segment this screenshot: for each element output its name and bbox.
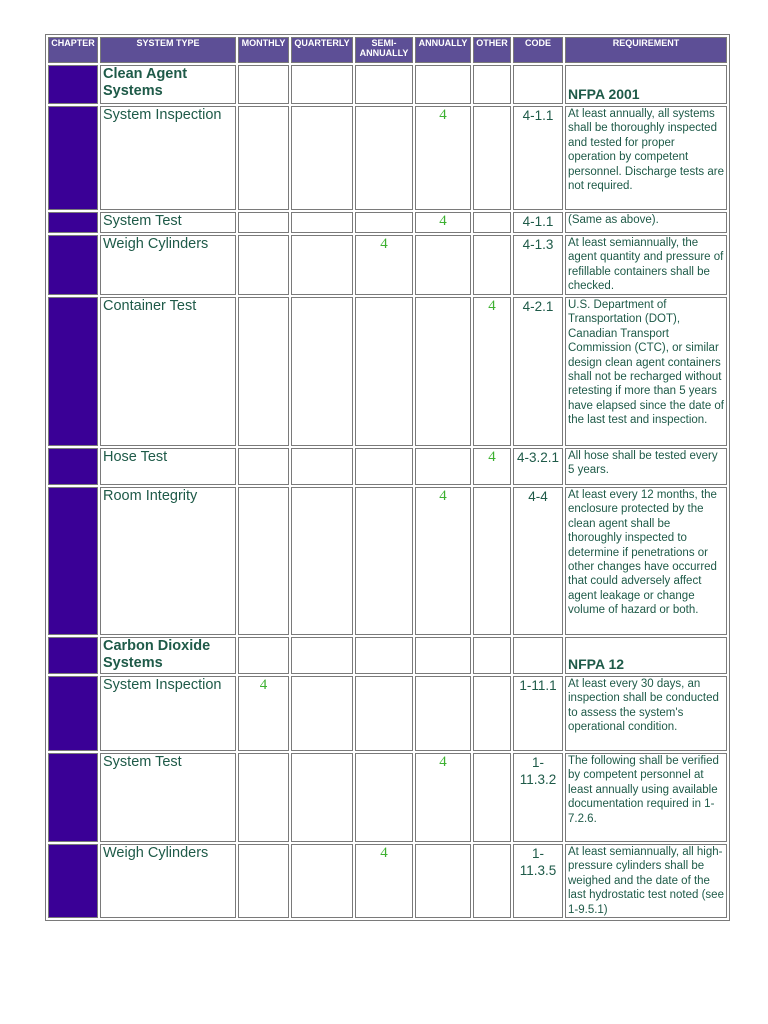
system-type-cell: Hose Test <box>100 448 236 485</box>
frequency-cell-monthly <box>238 297 289 446</box>
requirement-cell: At least semiannually, all high-pressure cylinders shall be weighed and the date of the last hydrostatic test noted (see 1-9.5.1) <box>565 844 727 918</box>
frequency-cell-annually <box>415 844 471 918</box>
frequency-cell-semi-annually <box>355 637 413 674</box>
frequency-cell-other <box>473 106 511 210</box>
frequency-mark-monthly: 4 <box>238 676 289 751</box>
frequency-cell-quarterly <box>291 637 353 674</box>
frequency-cell-monthly <box>238 235 289 295</box>
system-type-cell: System Inspection <box>100 676 236 751</box>
table-row <box>48 106 727 210</box>
requirement-cell: NFPA 2001 <box>565 65 727 104</box>
maintenance-schedule-table <box>45 34 730 921</box>
header-chapter: CHAPTER <box>48 37 98 63</box>
frequency-cell-other <box>473 487 511 635</box>
frequency-cell-quarterly <box>291 212 353 233</box>
chapter-cell <box>48 212 98 233</box>
table-row <box>48 487 727 635</box>
chapter-cell <box>48 844 98 918</box>
frequency-mark-annually: 4 <box>415 212 471 233</box>
requirement-cell: (Same as above). <box>565 212 727 233</box>
system-type-cell: Carbon Dioxide Systems <box>100 637 236 674</box>
table-row <box>48 212 727 233</box>
requirement-cell: At least annually, all systems shall be thoroughly inspected and tested for proper operation by competent personnel. Discharge tests are not required. <box>565 106 727 210</box>
code-cell: 4-4 <box>513 487 563 635</box>
chapter-cell <box>48 448 98 485</box>
frequency-cell-monthly <box>238 106 289 210</box>
system-type-cell: System Test <box>100 753 236 842</box>
frequency-cell-quarterly <box>291 65 353 104</box>
header-annually: ANNUALLY <box>415 37 471 63</box>
frequency-cell-monthly <box>238 65 289 104</box>
chapter-cell <box>48 637 98 674</box>
frequency-cell-annually <box>415 235 471 295</box>
header-requirement: REQUIREMENT <box>565 37 727 63</box>
code-cell: 4-3.2.1 <box>513 448 563 485</box>
frequency-cell-semi-annually <box>355 106 413 210</box>
code-cell: 4-1.3 <box>513 235 563 295</box>
requirement-cell: At least every 30 days, an inspection shall be conducted to assess the system's operational condition. <box>565 676 727 751</box>
requirement-cell: All hose shall be tested every 5 years. <box>565 448 727 485</box>
frequency-cell-other <box>473 753 511 842</box>
system-type-cell: Room Integrity <box>100 487 236 635</box>
frequency-cell-annually <box>415 448 471 485</box>
code-cell: 1-11.3.5 <box>513 844 563 918</box>
system-type-cell: Weigh Cylinders <box>100 235 236 295</box>
frequency-cell-semi-annually <box>355 448 413 485</box>
frequency-cell-quarterly <box>291 448 353 485</box>
header-quarterly: QUARTERLY <box>291 37 353 63</box>
section-row <box>48 65 727 104</box>
frequency-cell-semi-annually <box>355 297 413 446</box>
frequency-cell-monthly <box>238 844 289 918</box>
header-other: OTHER <box>473 37 511 63</box>
frequency-cell-monthly <box>238 448 289 485</box>
frequency-cell-semi-annually <box>355 212 413 233</box>
header-system-type: SYSTEM TYPE <box>100 37 236 63</box>
frequency-cell-quarterly <box>291 844 353 918</box>
frequency-cell-other <box>473 212 511 233</box>
header-row <box>48 37 727 63</box>
chapter-cell <box>48 753 98 842</box>
code-cell: 1-11.1 <box>513 676 563 751</box>
frequency-cell-semi-annually <box>355 487 413 635</box>
frequency-mark-annually: 4 <box>415 753 471 842</box>
chapter-cell <box>48 106 98 210</box>
frequency-cell-other <box>473 235 511 295</box>
requirement-cell: At least every 12 months, the enclosure protected by the clean agent shall be thoroughly inspected to determine if penetrations or other changes have occurred that could adversely affect agent leakage or change volume of hazard or both. <box>565 487 727 635</box>
table-row <box>48 297 727 446</box>
frequency-cell-monthly <box>238 212 289 233</box>
code-cell <box>513 637 563 674</box>
frequency-cell-monthly <box>238 487 289 635</box>
table-row <box>48 235 727 295</box>
chapter-cell <box>48 487 98 635</box>
table-row <box>48 844 727 918</box>
system-type-cell: Clean Agent Systems <box>100 65 236 104</box>
frequency-cell-annually <box>415 297 471 446</box>
frequency-cell-annually <box>415 65 471 104</box>
requirement-cell: At least semiannually, the agent quantity and pressure of refillable containers shall be checked. <box>565 235 727 295</box>
header-code: CODE <box>513 37 563 63</box>
section-row <box>48 637 727 674</box>
frequency-cell-other <box>473 844 511 918</box>
frequency-cell-annually <box>415 637 471 674</box>
frequency-cell-quarterly <box>291 487 353 635</box>
frequency-cell-monthly <box>238 637 289 674</box>
frequency-cell-other <box>473 65 511 104</box>
table-row <box>48 676 727 751</box>
system-type-cell: System Inspection <box>100 106 236 210</box>
chapter-cell <box>48 65 98 104</box>
frequency-cell-semi-annually <box>355 753 413 842</box>
frequency-mark-semi-annually: 4 <box>355 844 413 918</box>
frequency-cell-quarterly <box>291 676 353 751</box>
table-row <box>48 753 727 842</box>
frequency-cell-quarterly <box>291 297 353 446</box>
frequency-mark-semi-annually: 4 <box>355 235 413 295</box>
code-cell: 4-2.1 <box>513 297 563 446</box>
system-type-cell: System Test <box>100 212 236 233</box>
frequency-mark-annually: 4 <box>415 106 471 210</box>
system-type-cell: Weigh Cylinders <box>100 844 236 918</box>
chapter-cell <box>48 676 98 751</box>
code-cell: 4-1.1 <box>513 212 563 233</box>
frequency-cell-semi-annually <box>355 676 413 751</box>
frequency-mark-annually: 4 <box>415 487 471 635</box>
system-type-cell: Container Test <box>100 297 236 446</box>
chapter-cell <box>48 235 98 295</box>
frequency-mark-other: 4 <box>473 297 511 446</box>
code-cell <box>513 65 563 104</box>
table-row <box>48 448 727 485</box>
requirement-cell: U.S. Department of Transportation (DOT), Canadian Transport Commission (CTC), or similar design clean agent containers shall not be recharged without retesting if more than 5 years have elapsed since the date of the last test and inspection. <box>565 297 727 446</box>
frequency-cell-quarterly <box>291 235 353 295</box>
frequency-cell-semi-annually <box>355 65 413 104</box>
frequency-cell-monthly <box>238 753 289 842</box>
frequency-cell-quarterly <box>291 753 353 842</box>
header-monthly: MONTHLY <box>238 37 289 63</box>
code-cell: 4-1.1 <box>513 106 563 210</box>
requirement-cell: The following shall be verified by competent personnel at least annually using available documentation required in 1-7.2.6. <box>565 753 727 842</box>
requirement-cell: NFPA 12 <box>565 637 727 674</box>
frequency-cell-other <box>473 637 511 674</box>
frequency-cell-other <box>473 676 511 751</box>
frequency-cell-annually <box>415 676 471 751</box>
frequency-cell-quarterly <box>291 106 353 210</box>
table-body <box>48 65 727 918</box>
frequency-mark-other: 4 <box>473 448 511 485</box>
code-cell: 1-11.3.2 <box>513 753 563 842</box>
chapter-cell <box>48 297 98 446</box>
header-semi-annually: SEMI-ANNUALLY <box>355 37 413 63</box>
